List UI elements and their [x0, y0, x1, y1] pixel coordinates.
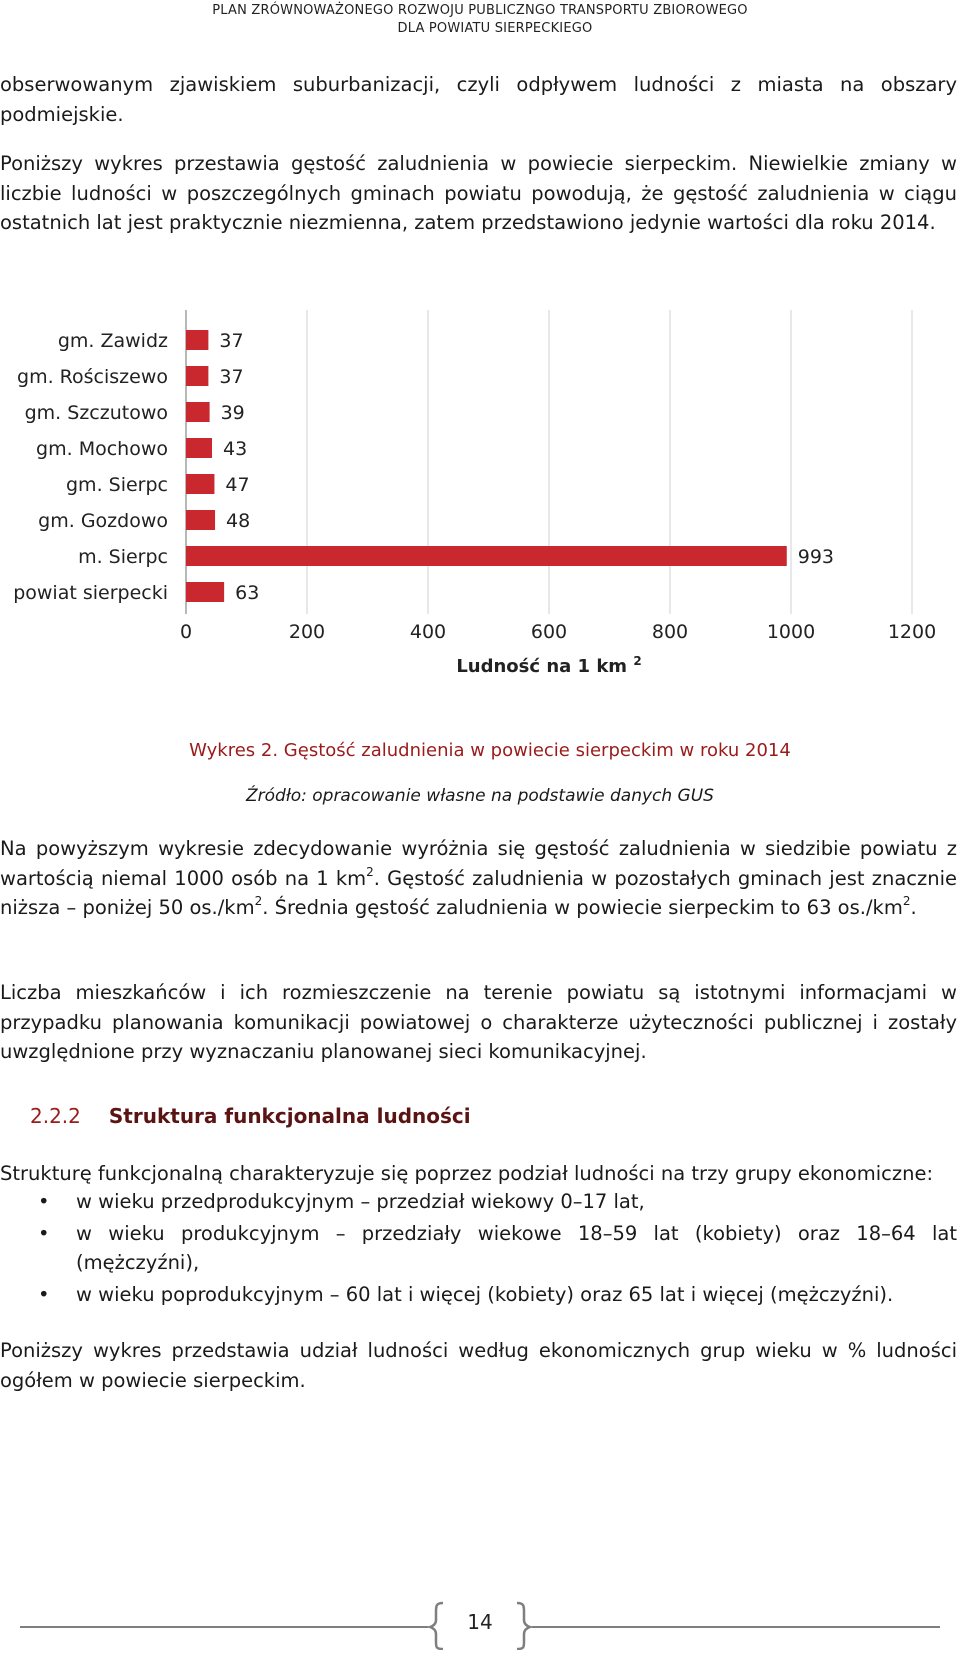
category-label: gm. Zawidz [57, 330, 168, 352]
category-label: gm. Gozdowo [38, 510, 168, 532]
list-item: • w wieku produkcyjnym – przedziały wiekowe 18–59 lat (kobiety) oraz 18–64 lat (mężczyźni), [0, 1219, 957, 1278]
footer-rule-right [532, 1626, 940, 1628]
density-chart-svg [0, 310, 960, 680]
x-tick-label: 0 [179, 621, 193, 643]
bar [186, 330, 208, 350]
bullet-icon: • [38, 1282, 50, 1306]
x-tick-label: 400 [409, 621, 447, 643]
chart-caption: Wykres 2. Gęstość zaludnienia w powiecie sierpeckim w roku 2014 [189, 740, 791, 761]
data-label: 43 [223, 438, 248, 460]
structure-closing: Poniższy wykres przedstawia udział ludności według ekonomicznych grup wieku w % ludności ogółem w powiecie sierpeckim. [0, 1339, 957, 1392]
page-number: 14 [467, 1610, 493, 1634]
x-tick-label: 800 [651, 621, 689, 643]
population-paragraph: Liczba mieszkańców i ich rozmieszczenie na terenie powiatu są istotnymi informacjami w przypadku planowania komunikacji powiatowej o charakterze użyteczności publicznej i zostały uwzględnione przy wyznaczaniu planowanej sieci komunikacyjnej. [0, 981, 957, 1063]
bar [186, 438, 212, 458]
data-label: 39 [220, 402, 245, 424]
data-label: 37 [219, 366, 244, 388]
bar [186, 546, 787, 566]
data-label: 48 [226, 510, 251, 532]
data-label: 63 [235, 582, 260, 604]
section-number: 2.2.2 [30, 1104, 81, 1128]
category-label: m. Sierpc [78, 546, 168, 568]
header-line-2: DLA POWIATU SIERPECKIEGO [397, 21, 593, 36]
x-axis-title: Ludność na 1 km $^2$ [456, 654, 642, 677]
data-label: 993 [797, 546, 835, 568]
chart-summary-paragraph: Na powyższym wykresie zdecydowanie wyróżnia się gęstość zaludnienia w siedzibie powiatu z wartością niemal 1000 osób na 1 $km^2$. Gęstość zaludnienia w pozostałych gminach jest znacznie niższa – poniżej 50 $os./km^2$. Średnia gęstość zaludnienia w powiecie sierpeckim to 63 $os./km^2$. [0, 837, 957, 919]
chart-source: Źródło: opracowanie własne na podstawie danych GUS [246, 786, 714, 806]
data-label: 47 [225, 474, 250, 496]
economic-groups-list [0, 1187, 957, 1311]
category-label: powiat sierpecki [13, 582, 168, 604]
header-line-1: PLAN ZRÓWNOWAŻONEGO ROZWOJU PUBLICZNGO TRANSPORTU ZBIOROWEGO [212, 3, 748, 18]
list-item: • w wieku poprodukcyjnym – 60 lat i więcej (kobiety) oraz 65 lat i więcej (mężczyźni). [0, 1280, 957, 1310]
category-label: gm. Rościszewo [17, 366, 168, 388]
intro-paragraph-1: obserwowanym zjawiskiem suburbanizacji, czyli odpływem ludności z miasta na obszary podmiejskie. [0, 73, 957, 126]
structure-intro: Strukturę funkcjonalną charakteryzuje się poprzez podział ludności na trzy grupy ekonomiczne: [0, 1162, 934, 1185]
bullet-icon: • [38, 1221, 50, 1245]
bar [186, 474, 214, 494]
x-tick-label: 1200 [887, 621, 937, 643]
page-footer [0, 1600, 960, 1650]
section-heading [30, 1104, 471, 1128]
bar [186, 582, 224, 602]
bar [186, 402, 210, 422]
data-label: 37 [219, 330, 244, 352]
bar [186, 366, 208, 386]
intro-paragraph-2: Poniższy wykres przestawia gęstość zaludnienia w powiecie sierpeckim. Niewielkie zmiany w liczbie ludności w poszczególnych gminach powiatu powodują, że gęstość zaludnienia w ciągu ostatnich lat jest praktycznie niezmienna, zatem przedstawiono jedynie wartości dla roku 2014. [0, 152, 957, 234]
right-brace-icon [513, 1600, 533, 1650]
x-tick-label: 600 [530, 621, 568, 643]
x-tick-label: 200 [288, 621, 326, 643]
density-bar-chart [0, 310, 960, 680]
bar [186, 510, 215, 530]
category-label: gm. Sierpc [66, 474, 168, 496]
page-header [0, 2, 960, 38]
list-item: • w wieku przedprodukcyjnym – przedział wiekowy 0–17 lat, [0, 1187, 957, 1217]
category-label: gm. Mochowo [36, 438, 168, 460]
category-label: gm. Szczutowo [24, 402, 168, 424]
footer-rule-left [20, 1626, 428, 1628]
section-title: Struktura funkcjonalna ludności [108, 1104, 471, 1128]
bullet-icon: • [38, 1190, 50, 1213]
x-tick-label: 1000 [766, 621, 816, 643]
